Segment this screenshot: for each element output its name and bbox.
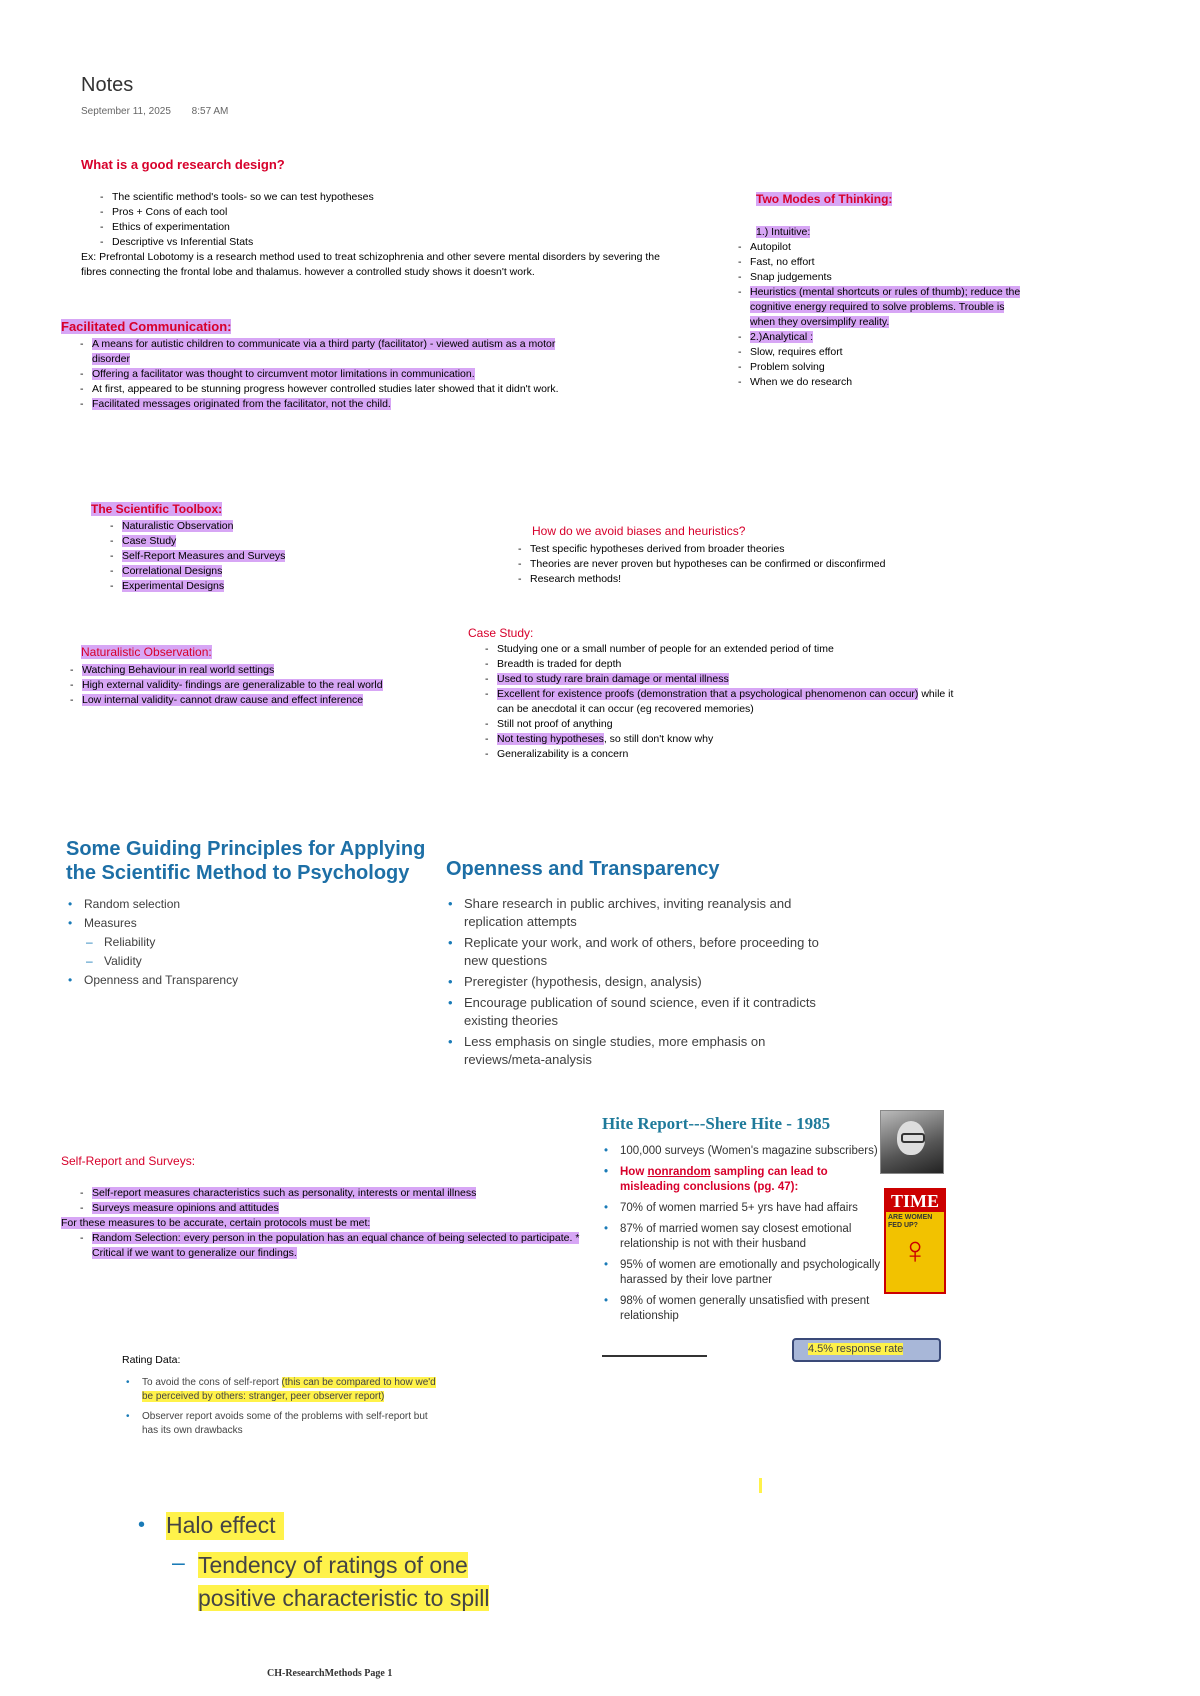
list-item: - High external validity- findings are generalizable to the real world <box>70 678 470 693</box>
analytical-label: 2.)Analytical : <box>750 331 814 343</box>
list-item: - Case Study <box>110 534 390 549</box>
list-item: - Theories are never proven but hypotheses can be confirmed or disconfirmed <box>518 557 958 572</box>
venus-symbol-icon: ♀ <box>900 1230 930 1272</box>
heuristics-text: Heuristics (mental shortcuts or rules of thumb); reduce the cognitive energy required to solve problems. Trouble is when they oversimplify reality. <box>750 286 1021 328</box>
list-item: - Facilitated messages originated from the facilitator, not the child. <box>80 397 580 412</box>
time-text: 8:57 AM <box>191 106 229 117</box>
date-text: September 11, 2025 <box>81 106 171 117</box>
toolbox-list <box>110 519 390 594</box>
halo-slide <box>134 1512 554 1622</box>
hite-title: Hite Report---Shere Hite - 1985 <box>602 1114 831 1133</box>
list-item: - Pros + Cons of each tool <box>100 205 660 220</box>
case-study-heading: Case Study: <box>468 626 534 640</box>
halo-sub: Tendency of ratings of one positive characteristic to spill <box>198 1552 490 1611</box>
list-item <box>738 330 1028 345</box>
list-item: - Experimental Designs <box>110 579 390 594</box>
list-item: - Generalizability is a concern <box>485 747 965 762</box>
list-item: - The scientific method's tools- so we can test hypotheses <box>100 190 660 205</box>
response-rate-box <box>792 1338 941 1362</box>
dash-icon: – <box>172 1549 185 1575</box>
page-title: Notes <box>81 74 134 96</box>
list-item: - A means for autistic children to communicate via a third party (facilitator) - viewed autism as a motor disorder <box>80 337 580 367</box>
time-magazine-cover <box>884 1188 946 1294</box>
list-item <box>738 285 1028 330</box>
openness-title: Openness and Transparency <box>446 858 720 880</box>
toolbox-heading: The Scientific Toolbox: <box>91 502 223 516</box>
biases-list <box>518 542 958 587</box>
list-item: – Validity <box>66 952 426 971</box>
list-item: • Random selection <box>66 895 426 914</box>
list-item: - Self-Report Measures and Surveys <box>110 549 390 564</box>
list-item: - Not testing hypotheses, so still don't know why <box>485 732 965 747</box>
naturalistic-list <box>70 663 470 708</box>
lobotomy-example: Ex: Prefrontal Lobotomy is a research method used to treat schizophrenia and other severe mental disorders by severing the fibres connecting the frontal lobe and thalamus. however a controlled study shows it doesn't work. <box>81 251 660 278</box>
self-report-heading: Self-Report and Surveys: <box>61 1154 196 1168</box>
protocol-line: For these measures to be accurate, certain protocols must be met: <box>61 1217 371 1229</box>
biases-heading: How do we avoid biases and heuristics? <box>532 524 746 538</box>
list-item: - Problem solving <box>738 360 1028 375</box>
list-item: - Used to study rare brain damage or mental illness <box>485 672 965 687</box>
list-item: - Random Selection: every person in the population has an equal chance of being selected to participate. * Critical if we want to generalize our findings. <box>80 1231 581 1261</box>
rating-list <box>124 1376 444 1438</box>
list-item: - Snap judgements <box>738 270 1028 285</box>
list-item: • 95% of women are emotionally and psychologically harassed by their love partner <box>602 1258 882 1288</box>
guiding-title: Some Guiding Principles for Applying the Scientific Method to Psychology <box>66 838 426 884</box>
list-item: • Share research in public archives, inviting reanalysis and replication attempts <box>446 895 846 931</box>
response-rate-text: 4.5% response rate <box>808 1343 904 1355</box>
list-item: • Encourage publication of sound science, even if it contradicts existing theories <box>446 994 846 1030</box>
list-item: • Replicate your work, and work of others, before proceeding to new questions <box>446 934 846 970</box>
facilitated-list <box>80 337 580 412</box>
two-modes-block <box>738 225 1028 390</box>
list-item: • Openness and Transparency <box>66 971 426 990</box>
list-item: - Autopilot <box>738 240 1028 255</box>
halo-title: Halo effect <box>166 1512 284 1540</box>
magazine-brand: TIME <box>886 1190 944 1212</box>
list-item: - Offering a facilitator was thought to circumvent motor limitations in communication. <box>80 367 580 382</box>
two-modes-heading: Two Modes of Thinking: <box>756 192 893 206</box>
research-design-list <box>100 190 660 250</box>
self-report-block <box>61 1186 581 1261</box>
list-item: - Research methods! <box>518 572 958 587</box>
list-item: • 70% of women married 5+ yrs have had affairs <box>602 1201 882 1216</box>
shere-hite-photo <box>880 1110 944 1174</box>
facilitated-heading: Facilitated Communication: <box>61 319 232 334</box>
list-item: • How nonrandom sampling can lead to misleading conclusions (pg. 47): <box>602 1165 882 1195</box>
list-item: - Excellent for existence proofs (demonstration that a psychological phenomenon can occur) while it can be anecdotal it can occur (eg recovered memories) <box>485 687 965 717</box>
list-item: – Reliability <box>66 933 426 952</box>
list-item: - Watching Behaviour in real world settings <box>70 663 470 678</box>
page-footer: CH-ResearchMethods Page 1 <box>267 1668 393 1679</box>
bullet-icon: • <box>138 1514 146 1536</box>
list-item: - Low internal validity- cannot draw cause and effect inference <box>70 693 470 708</box>
list-item: • Observer report avoids some of the problems with self-report but has its own drawbacks <box>124 1410 444 1438</box>
guiding-list <box>66 895 426 990</box>
list-item: - Surveys measure opinions and attitudes <box>80 1201 581 1216</box>
naturalistic-heading: Naturalistic Observation: <box>81 645 212 659</box>
list-item: • Measures <box>66 914 426 933</box>
list-item: - Correlational Designs <box>110 564 390 579</box>
list-item: - Breadth is traded for depth <box>485 657 965 672</box>
hite-list <box>602 1144 882 1324</box>
rating-label: Rating Data: <box>122 1354 181 1366</box>
list-item: - Studying one or a small number of people for an extended period of time <box>485 642 965 657</box>
list-item: • 87% of married women say closest emotional relationship is not with their husband <box>602 1222 882 1252</box>
case-study-list <box>485 642 965 762</box>
intuitive-label: 1.) Intuitive: <box>756 226 811 238</box>
magazine-headline: ARE WOMEN FED UP? <box>888 1214 933 1229</box>
list-item: - Descriptive vs Inferential Stats <box>100 235 660 250</box>
list-item: - Test specific hypotheses derived from broader theories <box>518 542 958 557</box>
hite-slide <box>602 1110 942 1360</box>
list-item: - Naturalistic Observation <box>110 519 390 534</box>
list-item: - At first, appeared to be stunning progress however controlled studies later showed that it didn't work. <box>80 382 580 397</box>
list-item: • To avoid the cons of self-report (this can be compared to how we'd be perceived by others: stranger, peer observer report) <box>124 1376 444 1404</box>
list-item: - Still not proof of anything <box>485 717 965 732</box>
list-item: • Less emphasis on single studies, more emphasis on reviews/meta-analysis <box>446 1033 846 1069</box>
list-item: - Slow, requires effort <box>738 345 1028 360</box>
hite-underline <box>602 1355 707 1357</box>
research-design-heading: What is a good research design? <box>81 157 285 172</box>
list-item: • 100,000 surveys (Women's magazine subscribers) <box>602 1144 882 1159</box>
guiding-slide <box>66 837 426 990</box>
list-item: • Preregister (hypothesis, design, analysis) <box>446 973 846 991</box>
list-item: • 98% of women generally unsatisfied with present relationship <box>602 1294 882 1324</box>
list-item: - Ethics of experimentation <box>100 220 660 235</box>
stray-highlight-mark <box>759 1478 762 1493</box>
openness-list <box>446 895 846 1069</box>
openness-slide <box>446 857 846 1069</box>
list-item: - Fast, no effort <box>738 255 1028 270</box>
list-item: - Self-report measures characteristics such as personality, interests or mental illness <box>80 1186 581 1201</box>
list-item: - When we do research <box>738 375 1028 390</box>
page-date <box>81 106 228 117</box>
